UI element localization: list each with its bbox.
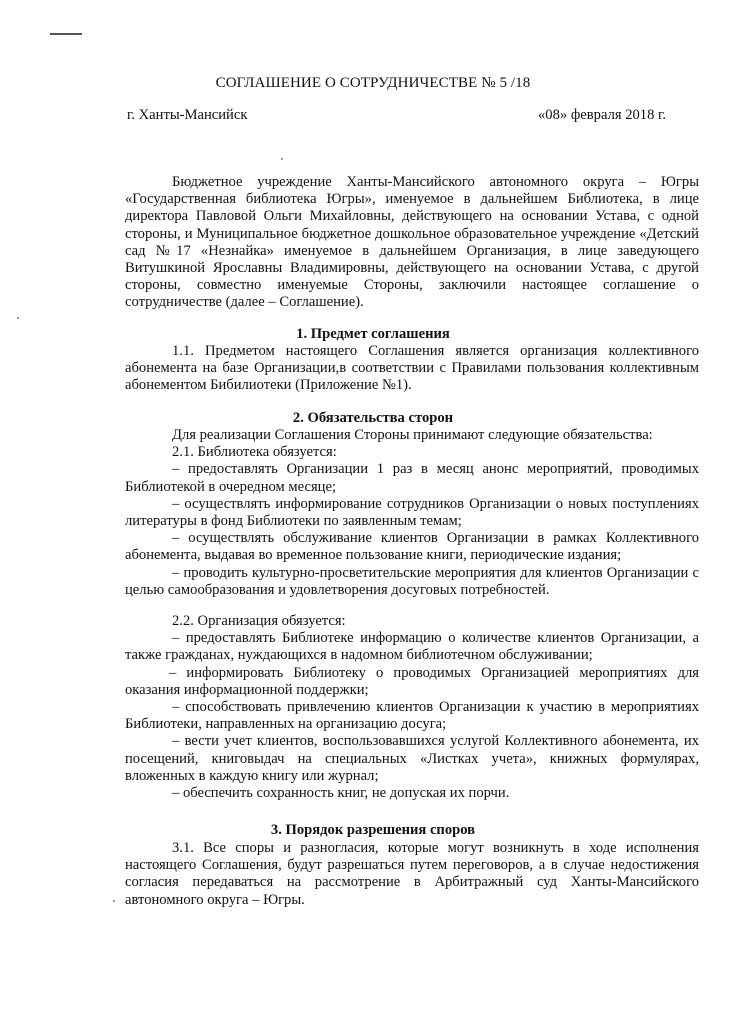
clause-2-1-heading: 2.1. Библиотека обязуется: — [172, 444, 337, 461]
clause-2-2-heading: 2.2. Организация обязуется: — [172, 613, 346, 629]
library-obligation: – осуществлять информирование сотрудников Организации о новых поступлениях литературы в фонд Библиотеки по заявленным темам; — [125, 495, 699, 530]
scan-speck — [281, 158, 283, 160]
section-1-heading: 1. Предмет соглашения — [296, 326, 450, 342]
section-2-heading: 2. Обязательства сторон — [292, 410, 454, 426]
organization-obligation: – способствовать привлечению клиентов Организации к участию в мероприятиях Библиотеки, направленных на организацию досуга; — [125, 699, 699, 733]
organization-obligation: – предоставлять Библиотеке информацию о количестве клиентов Организации, а также гражданах, нуждающихся в надомном библиотечном обслуживании; — [125, 630, 699, 664]
section-3-heading: 3. Порядок разрешения споров — [270, 822, 476, 838]
section-2-2-body — [125, 613, 699, 802]
scan-speck — [17, 317, 19, 319]
clause-3-1: 3.1. Все споры и разногласия, которые могут возникнуть в ходе исполнения настоящего Соглашения, будут разрешаться путем переговоров, а в случае недостижения согласия передаваться на рассмотрение в Арбитражный суд Ханты-Мансийского автономного округа – Югры. — [125, 840, 699, 908]
section-2-intro: Для реализации Соглашения Стороны принимают следующие обязательства: — [172, 427, 653, 443]
library-obligation: – осуществлять обслуживание клиентов Организации в рамках Коллективного абонемента, выдавая во временное пользование книги, периодические издания; — [125, 530, 699, 564]
preamble — [125, 174, 699, 312]
organization-obligation: – обеспечить сохранность книг, не допуская их порчи. — [172, 785, 510, 802]
organization-obligation: – информировать Библиотеку о проводимых Организацией мероприятиях для оказания информационной поддержки; — [125, 664, 699, 698]
preamble-text: Бюджетное учреждение Ханты-Мансийского автономного округа – Югры «Государственная библиотека Югры», именуемое в дальнейшем Библиотека, в лице директора Павловой Ольги Михайловны, действующего на основании Устава, с одной стороны, и Муниципальное бюджетное дошкольное образовательное учреждение «Детский сад №17 «Незнайка» именуемое в дальнейшем Организация, в лице заведующего Витушкиной Ярославны Владимировны, действующего на основании Устава, с другой стороны, совместно именуемые Стороны, заключили настоящее соглашение о сотрудничестве (далее – Соглашение). — [125, 174, 699, 311]
scan-mark — [50, 33, 82, 35]
scan-speck — [113, 900, 115, 902]
section-2-body — [125, 427, 699, 599]
document-date: «08» февраля 2018 г. — [538, 107, 667, 123]
section-1-body — [125, 343, 699, 395]
library-obligation: – проводить культурно-просветительские мероприятия для клиентов Организации с целью самообразования и удовлетворения досуговых потребностей. — [125, 564, 699, 598]
clause-1-1: 1.1. Предметом настоящего Соглашения является организация коллективного абонемента на базе Организации,в соответствии с Правилами пользования коллективным абонементом Бибилиотеки (Приложение №1). — [125, 343, 699, 394]
section-3-body — [125, 840, 699, 909]
document-place: г. Ханты-Мансийск — [127, 107, 248, 123]
document-title: СОГЛАШЕНИЕ О СОТРУДНИЧЕСТВЕ № 5 /18 — [215, 75, 531, 91]
organization-obligation: – вести учет клиентов, воспользовавшихся услугой Коллективного абонемента, их посещений, книговыдач на специальных «Листках учета», книжных формулярах, вложенных в каждую книгу или журнал; — [125, 733, 699, 784]
library-obligation: – предоставлять Организации 1 раз в месяц анонс мероприятий, проводимых Библиотекой в очередном месяце; — [125, 461, 699, 495]
